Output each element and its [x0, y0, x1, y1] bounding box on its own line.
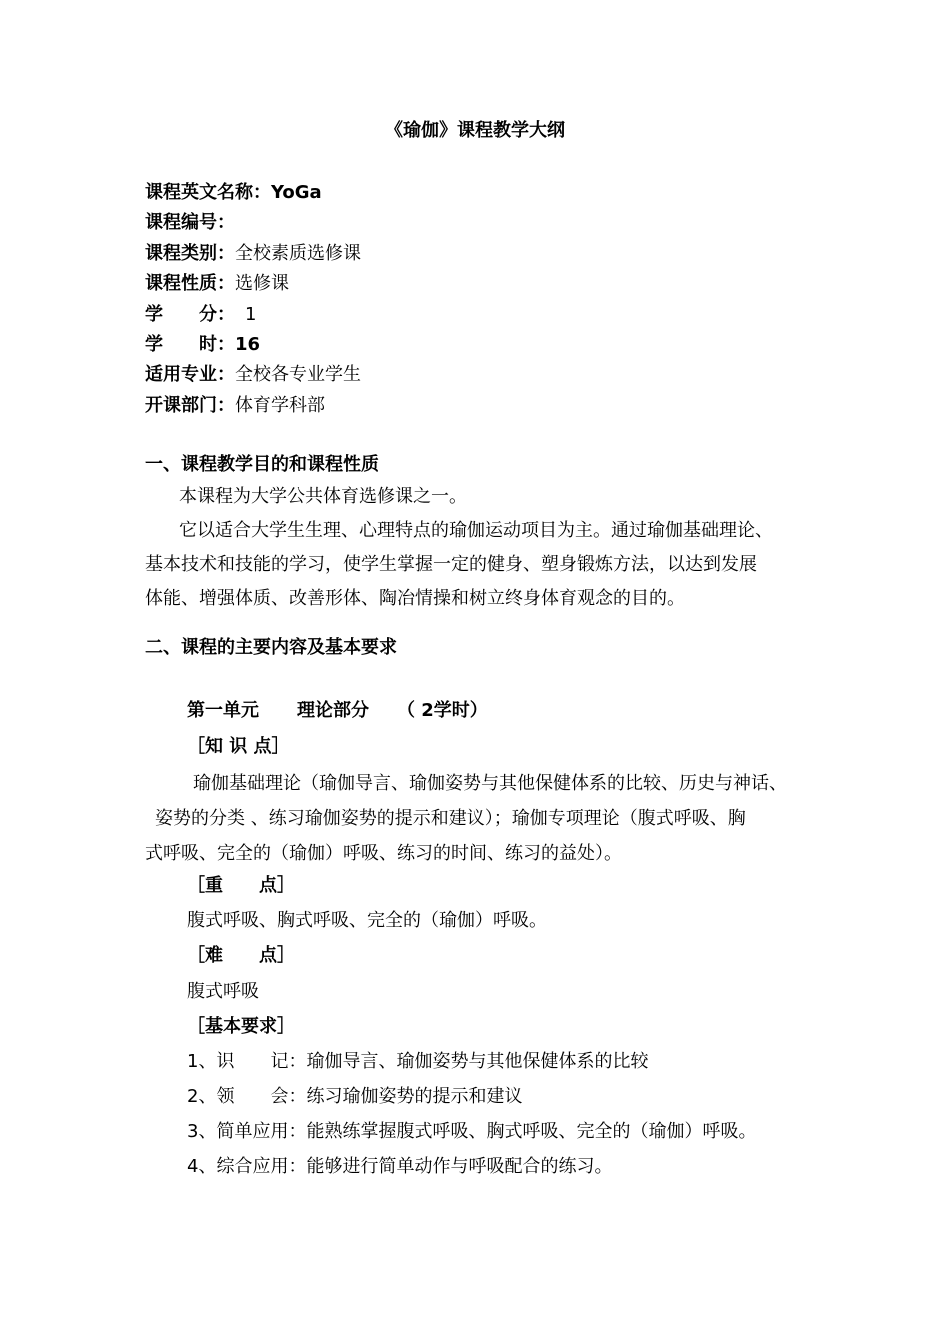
meta-key: 课程类别： [145, 242, 235, 264]
paragraph-line: 基本技术和技能的学习，使学生掌握一定的健身、塑身锻炼方法，以达到发展 [145, 554, 757, 575]
requirement-number: 3、 [187, 1121, 217, 1142]
knowledge-body [145, 766, 845, 871]
key-point-text: 腹式呼吸、胸式呼吸、完全的（瑜伽）呼吸。 [187, 910, 547, 931]
meta-value: 选修课 [235, 273, 289, 295]
meta-value: 体育学科部 [235, 394, 325, 416]
paragraph-line: 它以适合大学生生理、心理特点的瑜伽运动项目为主。通过瑜伽基础理论、 [179, 520, 773, 541]
requirement-number: 1、 [187, 1051, 217, 1072]
requirement-label: 综合应用 [216, 1156, 289, 1177]
unit-heading [187, 697, 488, 725]
document-title: 《瑜伽》课程教学大纲 [385, 120, 565, 141]
meta-colon: ： [217, 333, 235, 355]
unit-name: 第一单元 [187, 700, 259, 721]
meta-value: 全校各专业学生 [235, 364, 361, 386]
meta-value: 全校素质选修课 [235, 242, 361, 264]
meta-course-code [145, 208, 825, 238]
paragraph-line: 体能、增强体质、改善形体、陶冶情操和树立终身体育观念的目的。 [145, 588, 685, 609]
course-meta [145, 178, 825, 421]
meta-category [145, 239, 825, 269]
meta-major [145, 360, 825, 390]
requirement-item [187, 1153, 612, 1181]
requirement-text: ：瑜伽导言、瑜伽姿势与其他保健体系的比较 [288, 1051, 649, 1072]
requirement-label: 简单应用 [216, 1121, 289, 1142]
meta-key: 课程编号： [145, 212, 235, 234]
key-point-label: ［重 点］ [187, 875, 295, 896]
meta-key: 学时 [145, 333, 217, 355]
section-2-heading: 二、课程的主要内容及基本要求 [145, 637, 397, 658]
meta-credit [145, 300, 825, 330]
knowledge-line: 瑜伽基础理论（瑜伽导言、瑜伽姿势与其他保健体系的比较、历史与神话、 [193, 773, 787, 794]
difficult-point-label: ［难 点］ [187, 945, 295, 966]
requirement-item [187, 1083, 522, 1111]
requirement-item [187, 1118, 756, 1146]
requirement-number: 4、 [187, 1156, 217, 1177]
requirement-label: 领会 [216, 1086, 289, 1107]
meta-key: 适用专业： [145, 364, 235, 386]
knowledge-line: 式呼吸、完全的（瑜伽）呼吸、练习的时间、练习的益处）。 [145, 843, 622, 864]
meta-key: 课程性质： [145, 273, 235, 295]
meta-value: YoGa [271, 182, 322, 203]
knowledge-label: ［知 识 点］ [187, 736, 290, 757]
requirement-item [187, 1048, 648, 1076]
meta-department [145, 391, 825, 421]
requirements-label: ［基本要求］ [187, 1016, 295, 1037]
requirement-number: 2、 [187, 1086, 217, 1107]
requirement-text: ：能够进行简单动作与呼吸配合的练习。 [288, 1156, 613, 1177]
unit-part: 理论部分 [297, 700, 369, 721]
section-1-body [145, 480, 815, 616]
meta-key: 学分 [145, 303, 217, 325]
requirement-text: ：练习瑜伽姿势的提示和建议 [288, 1086, 523, 1107]
meta-value: 16 [235, 333, 261, 355]
meta-key: 课程英文名称： [145, 182, 271, 203]
requirement-label: 识记 [216, 1051, 289, 1072]
requirement-text: ：能熟练掌握腹式呼吸、胸式呼吸、完全的（瑜伽）呼吸。 [288, 1121, 757, 1142]
meta-nature [145, 269, 825, 299]
meta-hours [145, 330, 825, 360]
meta-value: 1 [245, 303, 257, 325]
meta-colon: ： [217, 303, 235, 325]
meta-english-name [145, 178, 825, 208]
section-1-heading: 一、课程教学目的和课程性质 [145, 454, 379, 475]
paragraph-line: 本课程为大学公共体育选修课之一。 [179, 486, 467, 507]
unit-hours: （ 2学时） [397, 700, 488, 721]
meta-key: 开课部门： [145, 394, 235, 416]
knowledge-line: 姿势的分类 、练习瑜伽姿势的提示和建议）；瑜伽专项理论（腹式呼吸、胸 [155, 808, 746, 829]
difficult-point-text: 腹式呼吸 [187, 981, 259, 1002]
